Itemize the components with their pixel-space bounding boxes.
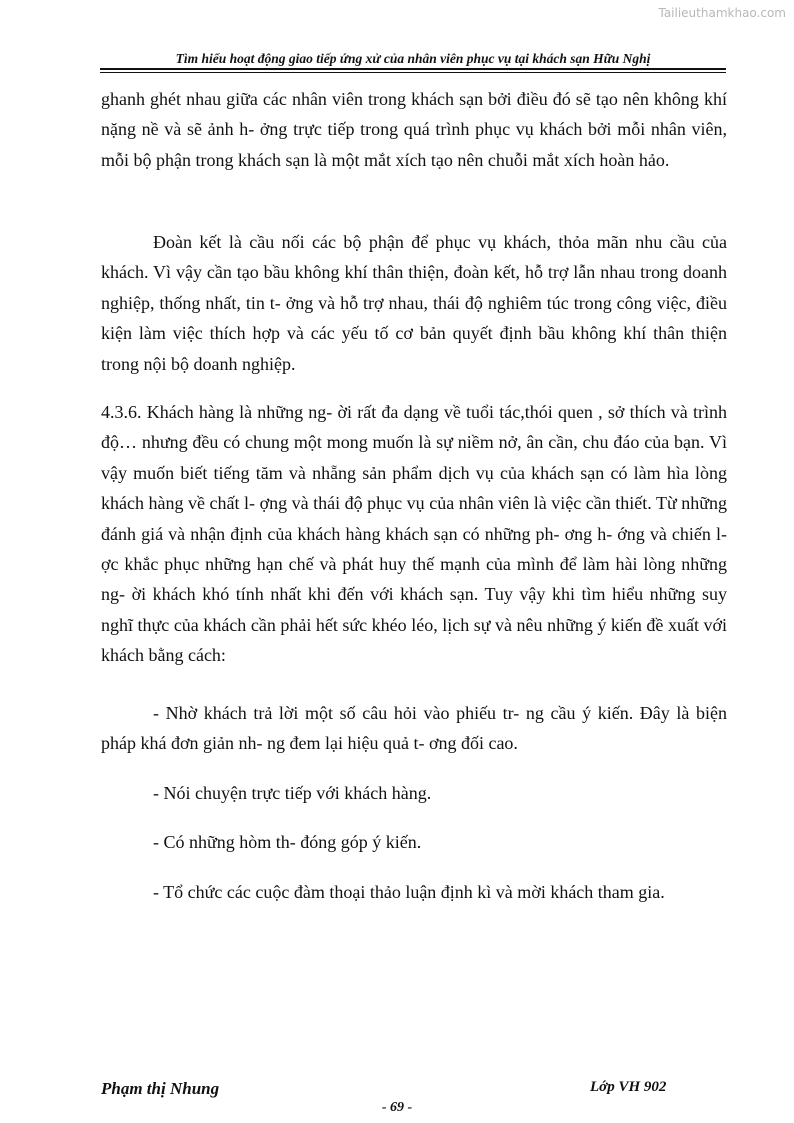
list-item-text: - Nhờ khách trả lời một số câu hỏi vào phiếu tr- ng cầu ý kiến. Đây là biện pháp khá đơn giản nh- ng đem lại hiệu quả t- ơng đối cao. (101, 703, 727, 754)
list-item-2 (101, 778, 727, 808)
list-item-3 (101, 827, 727, 857)
header-rule-thin (100, 72, 726, 73)
paragraph-1 (101, 84, 727, 175)
paragraph-3 (101, 397, 727, 671)
running-header: Tìm hiểu hoạt động giao tiếp ứng xử của nhân viên phục vụ tại khách sạn Hữu Nghị (175, 51, 651, 66)
list-item-1 (101, 698, 727, 759)
footer-class: Lớp VH 902 (590, 1079, 667, 1095)
footer-author: Phạm thị Nhung (101, 1079, 220, 1098)
paragraph-text: Đoàn kết là cầu nối các bộ phận để phục vụ khách, thỏa mãn nhu cầu của khách. Vì vậy cần tạo bầu không khí thân thiện, đoàn kết, hỗ trợ lẫn nhau trong doanh nghiệp, thống nhất, tin t- ởng và hỗ trợ nhau, thái độ nghiêm túc trong công việc, điều kiện làm việc thích hợp và các yếu tố cơ bản quyết định bầu không khí thân thiện trong nội bộ doanh nghiệp. (101, 232, 727, 374)
list-item-4 (101, 877, 727, 907)
list-item-text: - Tổ chức các cuộc đàm thoại thảo luận định kì và mời khách tham gia. (153, 882, 665, 902)
paragraph-text: ghanh ghét nhau giữa các nhân viên trong khách sạn bởi điều đó sẽ tạo nên không khí nặng nề và sẽ ảnh h- ởng trực tiếp trong quá trình phục vụ khách bởi mỗi nhân viên, mỗi bộ phận trong khách sạn là một mắt xích tạo nên chuỗi mắt xích hoàn hảo. (101, 89, 727, 170)
paragraph-text: 4.3.6. Khách hàng là những ng- ời rất đa dạng về tuổi tác,thói quen , sở thích và trình độ… nhưng đều có chung một mong muốn là sự niềm nở, ân cần, chu đáo của bạn. Vì vậy muốn biết tiếng tăm và nhẵng sản phẩm dịch vụ của khách sạn có làm hìa lòng khách hàng về chất l- ợng và thái độ phục vụ của nhân viên là việc cần thiết. Từ những đánh giá và nhận định của khách hàng khách sạn có những ph- ơng h- ớng và chiến l- ợc khắc phục những hạn chế và phát huy thế mạnh của mình để làm hài lòng những ng- ời khách khó tính nhất khi đến với khách sạn. Tuy vậy khi tìm hiểu những suy nghĩ thực của khách cần phải hết sức khéo léo, lịch sự và nêu những ý kiến đề xuất với khách bằng cách: (101, 402, 727, 666)
watermark: Tailieuthamkhao.com (658, 6, 786, 20)
list-item-text: - Nói chuyện trực tiếp với khách hàng. (153, 783, 432, 803)
header-rule-thick (100, 68, 726, 70)
list-item-text: - Có những hòm th- đóng góp ý kiến. (153, 832, 422, 852)
page-number: - 69 - (381, 1100, 413, 1115)
paragraph-2 (101, 227, 727, 379)
